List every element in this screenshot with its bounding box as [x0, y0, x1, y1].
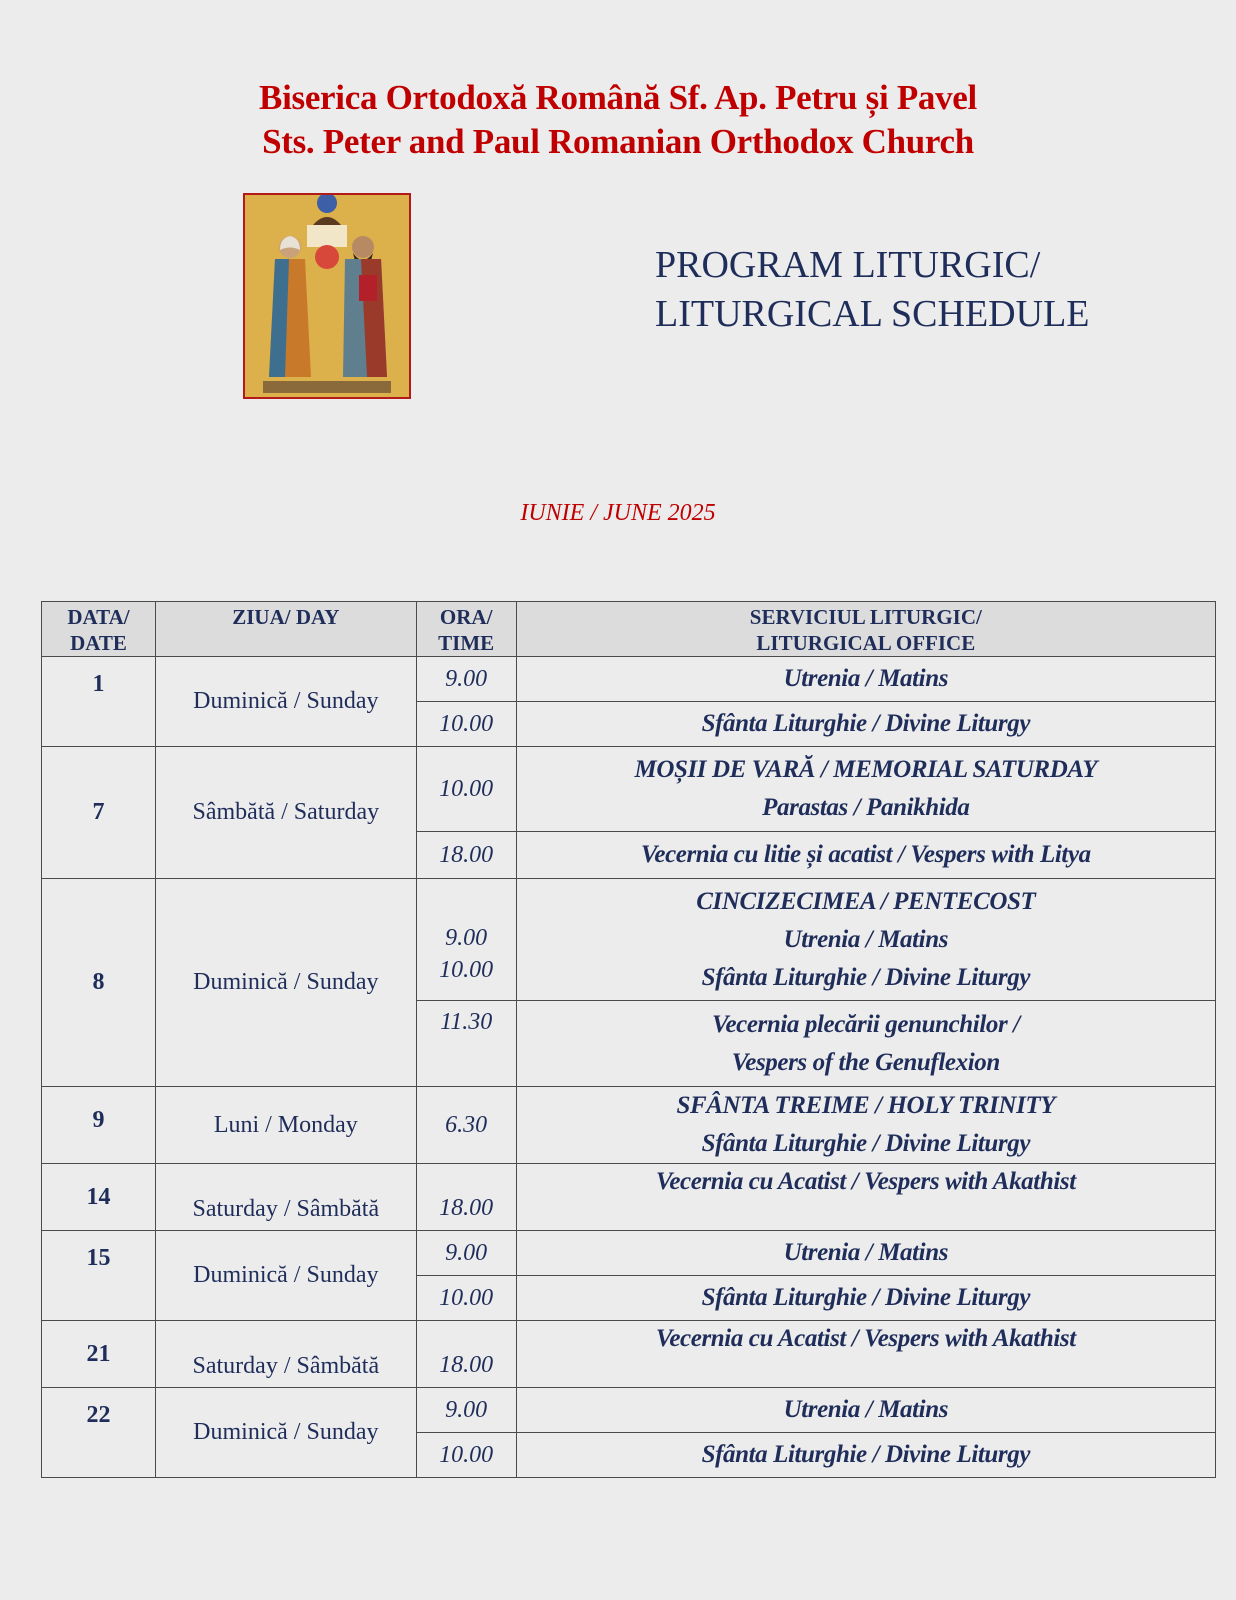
- day-cell: Duminică / Sunday: [155, 1231, 416, 1321]
- service-cell: Vecernia plecării genunchilor / Vespers of the Genuflexion: [516, 1001, 1215, 1087]
- time-cell: 6.30: [416, 1087, 516, 1164]
- table-row: [42, 657, 1216, 702]
- day-cell: Sâmbătă / Saturday: [155, 747, 416, 879]
- time-cell: 10.00: [416, 702, 516, 747]
- time-cell: 10.00: [416, 747, 516, 832]
- table-row: [42, 1087, 1216, 1164]
- day-cell: Saturday / Sâmbătă: [155, 1321, 416, 1388]
- date-cell: 1: [42, 657, 156, 747]
- date-cell: 21: [42, 1321, 156, 1388]
- service-cell: Sfânta Liturghie / Divine Liturgy: [516, 702, 1215, 747]
- time-cell: 10.00: [416, 1276, 516, 1321]
- service-cell: Sfânta Liturghie / Divine Liturgy: [516, 1433, 1215, 1478]
- time-cell: 18.00: [416, 832, 516, 879]
- service-cell: Sfânta Liturghie / Divine Liturgy: [516, 1276, 1215, 1321]
- table-row: [42, 1388, 1216, 1433]
- date-cell: 7: [42, 747, 156, 879]
- day-cell: Duminică / Sunday: [155, 1388, 416, 1478]
- date-cell: 8: [42, 879, 156, 1087]
- church-name-english: Sts. Peter and Paul Romanian Orthodox Church: [262, 122, 974, 161]
- table-header-row: [42, 602, 1216, 657]
- service-cell: Utrenia / Matins: [516, 1388, 1215, 1433]
- time-cell: 9.00 10.00: [416, 879, 516, 1001]
- service-cell: CINCIZECIMEA / PENTECOST Utrenia / Matins Sfânta Liturghie / Divine Liturgy: [516, 879, 1215, 1001]
- day-cell: Saturday / Sâmbătă: [155, 1164, 416, 1231]
- header-time: ORA/ TIME: [416, 602, 516, 657]
- service-cell: SFÂNTA TREIME / HOLY TRINITY Sfânta Liturghie / Divine Liturgy: [516, 1087, 1215, 1164]
- header-service: SERVICIUL LITURGIC/ LITURGICAL OFFICE: [516, 602, 1215, 657]
- service-cell: Vecernia cu Acatist / Vespers with Akathist: [516, 1321, 1215, 1388]
- header-date: DATA/ DATE: [42, 602, 156, 657]
- schedule-table: [41, 601, 1216, 1478]
- day-cell: Luni / Monday: [155, 1087, 416, 1164]
- month-title: IUNIE / JUNE 2025: [520, 500, 716, 526]
- table-row: [42, 747, 1216, 832]
- service-cell: MOȘII DE VARĂ / MEMORIAL SATURDAY Parastas / Panikhida: [516, 747, 1215, 832]
- header-day: ZIUA/ DAY: [155, 602, 416, 657]
- church-name-romanian: Biserica Ortodoxă Română Sf. Ap. Petru și Pavel: [259, 78, 977, 117]
- schedule-title-line-2: LITURGICAL SCHEDULE: [655, 293, 1090, 335]
- date-cell: 14: [42, 1164, 156, 1231]
- service-cell: Utrenia / Matins: [516, 657, 1215, 702]
- time-cell: 9.00: [416, 1231, 516, 1276]
- table-row: [42, 1231, 1216, 1276]
- time-cell: 10.00: [416, 1433, 516, 1478]
- table-row: [42, 879, 1216, 1001]
- table-row: [42, 1164, 1216, 1231]
- time-cell: 18.00: [416, 1164, 516, 1231]
- schedule-title-line-1: PROGRAM LITURGIC/: [655, 244, 1041, 286]
- service-cell: Vecernia cu litie și acatist / Vespers with Litya: [516, 832, 1215, 879]
- time-cell: 9.00: [416, 1388, 516, 1433]
- saints-peter-and-paul-icon: [243, 193, 411, 399]
- service-cell: Utrenia / Matins: [516, 1231, 1215, 1276]
- date-cell: 9: [42, 1087, 156, 1164]
- service-cell: Vecernia cu Acatist / Vespers with Akathist: [516, 1164, 1215, 1231]
- time-cell: 9.00: [416, 657, 516, 702]
- date-cell: 15: [42, 1231, 156, 1321]
- time-cell: 11.30: [416, 1001, 516, 1087]
- time-cell: 18.00: [416, 1321, 516, 1388]
- date-cell: 22: [42, 1388, 156, 1478]
- table-row: [42, 1321, 1216, 1388]
- day-cell: Duminică / Sunday: [155, 657, 416, 747]
- day-cell: Duminică / Sunday: [155, 879, 416, 1087]
